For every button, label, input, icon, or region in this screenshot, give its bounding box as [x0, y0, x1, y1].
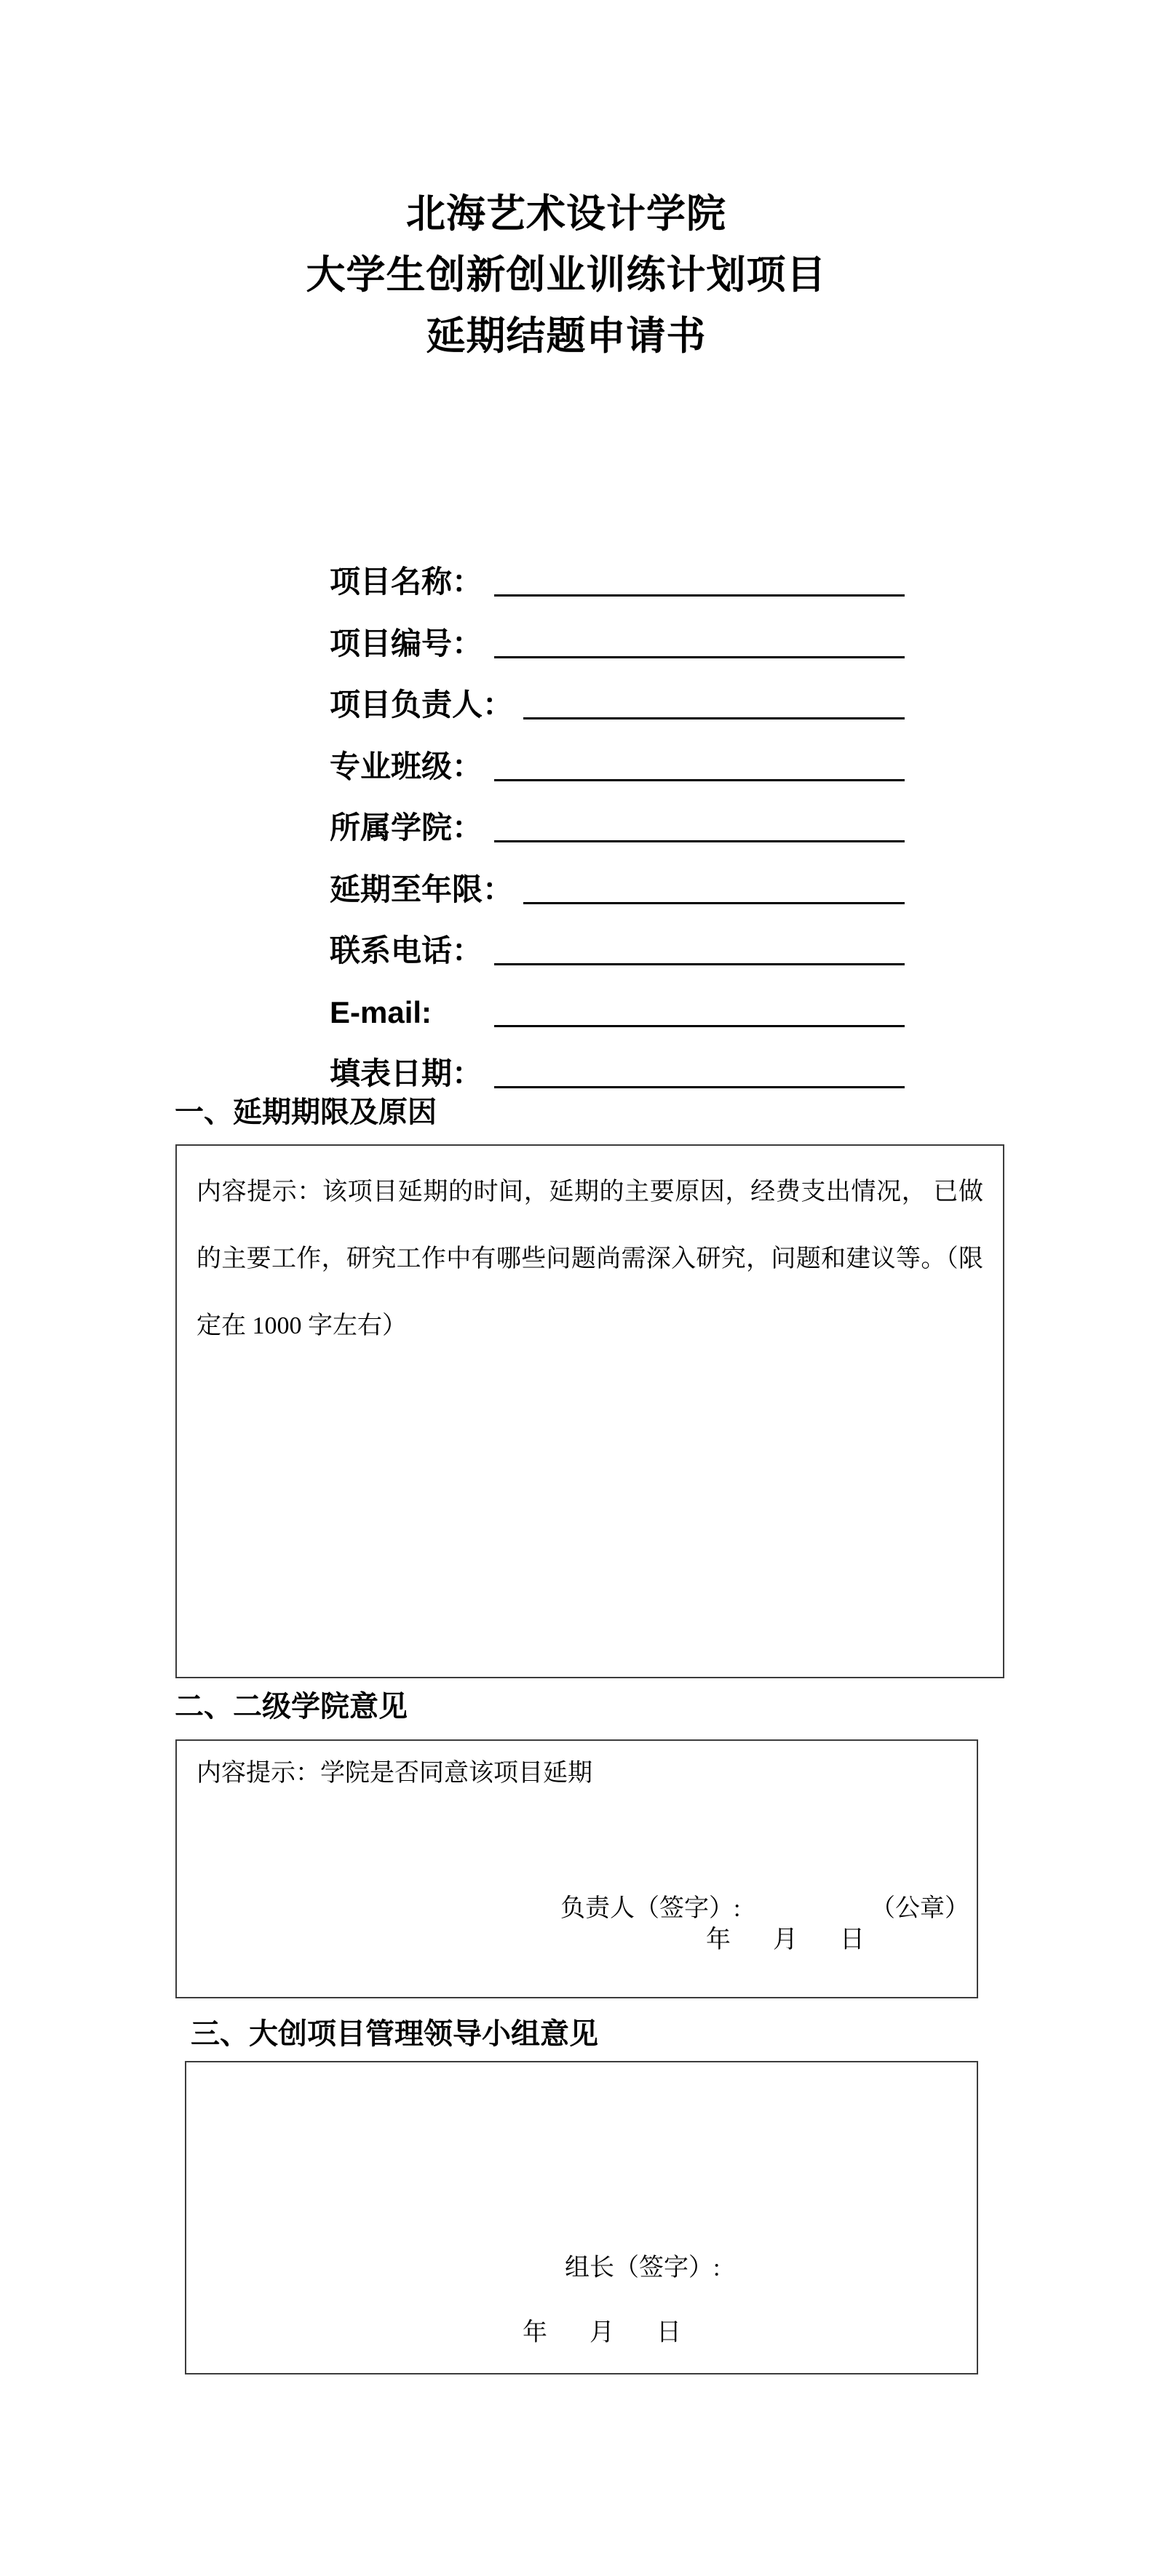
section-3-box: [185, 2061, 978, 2374]
date-day-label: 日: [656, 2319, 681, 2346]
section-2-sign-label: 负责人（签字）:: [560, 1895, 741, 1922]
field-underline: [494, 594, 905, 597]
section-3-heading: 三、大创项目管理领导小组意见: [191, 2018, 598, 2050]
field-underline: [523, 717, 905, 719]
field-row-fill-date: [330, 1058, 905, 1090]
field-label: 所属学院：: [330, 810, 483, 845]
field-label: 联系电话：: [330, 933, 483, 968]
field-label: 项目名称：: [330, 565, 483, 599]
field-row-project-number: [330, 628, 905, 660]
field-list: [330, 566, 905, 1120]
field-label: E-mail:: [330, 994, 432, 1029]
section-2-seal-label: （公章）: [870, 1895, 969, 1922]
section-2-box: [175, 1739, 978, 1998]
date-month-label: 月: [773, 1926, 798, 1953]
field-underline: [494, 963, 905, 965]
field-underline: [494, 656, 905, 658]
field-row-project-leader: [330, 689, 905, 721]
field-row-extension-deadline: [330, 874, 905, 906]
section-2-hint: 内容提示：学院是否同意该项目延期: [197, 1760, 592, 1787]
field-label: 项目负责人：: [330, 687, 514, 722]
field-row-major-class: [330, 751, 905, 783]
title-line-institution: 北海艺术设计学院: [406, 192, 726, 236]
section-3-date-line: [523, 2318, 681, 2348]
title-line-program: 大学生创新创业训练计划项目: [306, 253, 827, 297]
field-label: 项目编号：: [330, 626, 483, 661]
field-row-project-name: [330, 566, 905, 598]
date-year-label: 年: [523, 2319, 547, 2346]
field-row-college: [330, 812, 905, 844]
field-label: 专业班级：: [330, 749, 483, 783]
date-month-label: 月: [590, 2319, 614, 2346]
section-3-sign-label: 组长（签字）:: [565, 2254, 721, 2281]
section-1-heading: 一、延期期限及原因: [175, 1096, 437, 1128]
field-label: 延期至年限：: [330, 872, 514, 906]
field-underline: [494, 840, 905, 842]
field-underline: [523, 902, 905, 904]
field-underline: [494, 1025, 905, 1027]
date-year-label: 年: [706, 1926, 731, 1953]
field-underline: [494, 1086, 905, 1088]
field-row-phone: [330, 935, 905, 967]
title-line-form-name: 延期结题申请书: [426, 314, 707, 358]
section-2-date-line: [706, 1926, 865, 1955]
date-day-label: 日: [840, 1926, 865, 1953]
field-underline: [494, 779, 905, 781]
section-1-box: [175, 1144, 1004, 1678]
section-1-hint: 内容提示：该项目延期的时间，延期的主要原因，经费支出情况， 已做的主要工作，研究工作中有哪些问题尚需深入研究，问题和建议等。（限定在 1000 字左右）: [197, 1179, 983, 1339]
field-row-email: [330, 994, 905, 1029]
field-label: 填表日期：: [330, 1056, 483, 1090]
document-title: [0, 183, 1132, 367]
section-2-heading: 二、二级学院意见: [175, 1691, 408, 1723]
